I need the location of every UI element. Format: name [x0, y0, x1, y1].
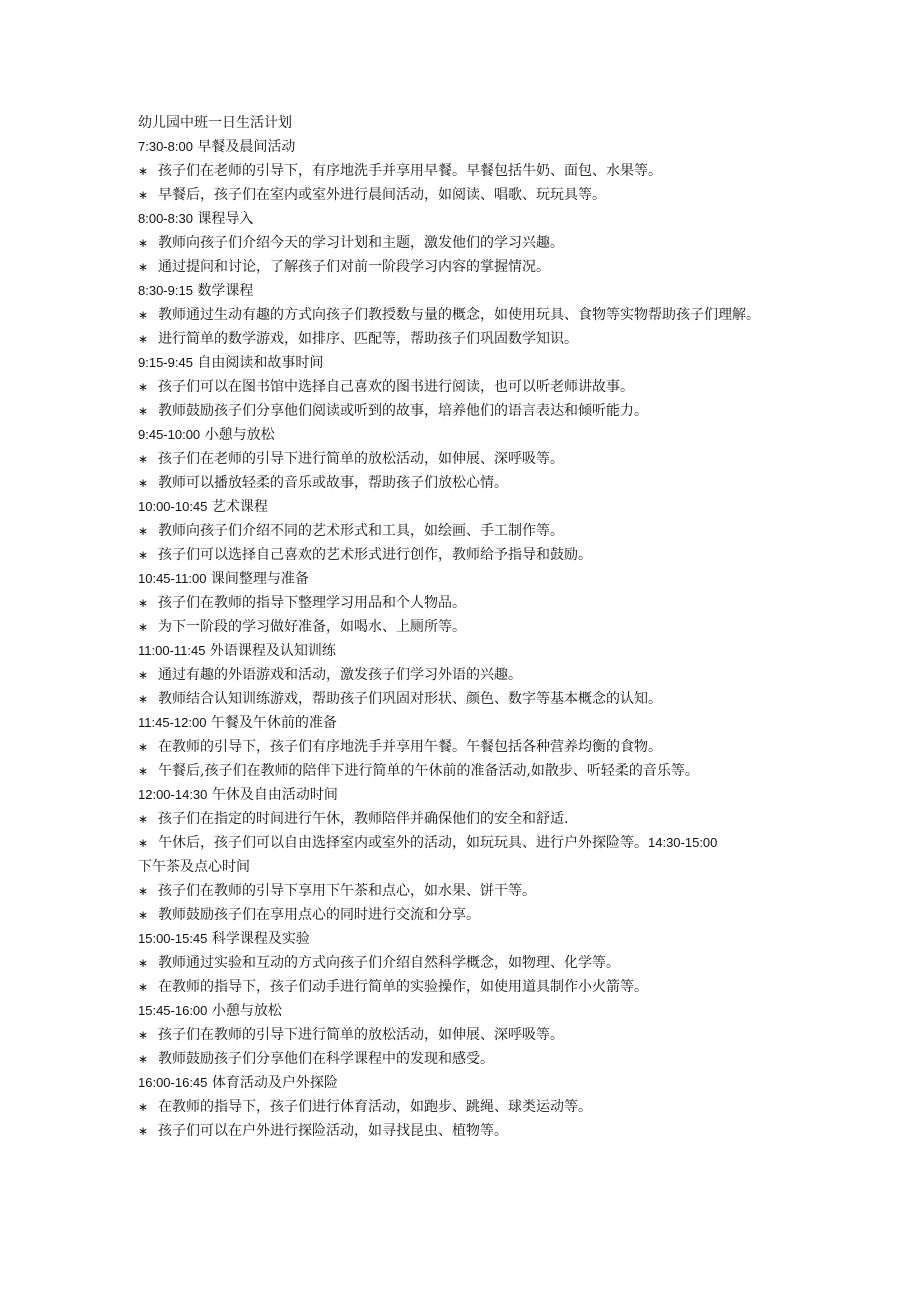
section-time: 11:45-12:00: [138, 715, 207, 730]
list-item-text: 教师结合认知训练游戏，帮助孩子们巩固对形状、颜色、数字等基本概念的认知。: [158, 691, 662, 707]
section-time: 12:00-14:30: [138, 787, 208, 802]
section-name: 小憩与放松: [204, 427, 275, 443]
list-item-text: 通过有趣的外语游戏和活动，激发孩子们学习外语的兴趣。: [158, 667, 522, 683]
bullet-icon: ∗: [138, 668, 149, 682]
list-item-text: 午休后，孩子们可以自由选择室内或室外的活动，如玩玩具、进行户外探险等。: [158, 835, 648, 851]
bullet-icon: ∗: [138, 164, 149, 178]
section-heading: [138, 279, 820, 303]
list-item: [138, 1047, 820, 1071]
schedule-section: [138, 207, 820, 279]
list-item: [138, 591, 820, 615]
list-item: [138, 1023, 820, 1047]
list-item: [138, 1095, 820, 1119]
list-item: [138, 903, 820, 927]
section-name: 课间整理与准备: [210, 571, 309, 587]
bullet-icon: ∗: [138, 1052, 149, 1066]
list-item: [138, 375, 820, 399]
schedule-section: [138, 783, 820, 879]
list-item: [138, 159, 820, 183]
bullet-icon: ∗: [138, 620, 149, 634]
section-heading: [138, 351, 820, 375]
list-item: [138, 807, 820, 831]
list-item: [138, 399, 820, 423]
list-item: [138, 831, 820, 879]
list-item-text: 进行简单的数学游戏，如排序、匹配等，帮助孩子们巩固数学知识。: [158, 331, 578, 347]
bullet-icon: ∗: [138, 1100, 149, 1114]
section-name: 数学课程: [197, 283, 254, 299]
list-item: [138, 735, 820, 759]
section-time: 7:30-8:00: [138, 139, 193, 154]
list-item-text: 在教师的指导下，孩子们动手进行简单的实验操作，如使用道具制作小火箭等。: [158, 979, 648, 995]
section-heading: [138, 1071, 820, 1095]
list-item-text: 孩子们在教师的指导下整理学习用品和个人物品。: [158, 595, 466, 611]
schedule-section: [138, 1071, 820, 1143]
section-name: 艺术课程: [211, 499, 268, 515]
bullet-icon: ∗: [138, 380, 149, 394]
bullet-icon: ∗: [138, 692, 149, 706]
list-item-text: 孩子们在老师的引导下进行简单的放松活动，如伸展、深呼吸等。: [158, 451, 564, 467]
section-heading: [138, 927, 820, 951]
list-item-text: 教师鼓励孩子们分享他们在科学课程中的发现和感受。: [158, 1051, 494, 1067]
section-heading: [138, 783, 820, 807]
section-name: 午休及自由活动时间: [211, 787, 338, 803]
section-time: 10:00-10:45: [138, 499, 208, 514]
section-name: 课程导入: [197, 211, 254, 227]
list-item: [138, 615, 820, 639]
schedule-section: [138, 927, 820, 999]
schedule-section: [138, 495, 820, 567]
section-name: 早餐及晨间活动: [197, 139, 296, 155]
schedule-section: [138, 279, 820, 351]
bullet-icon: ∗: [138, 836, 149, 850]
list-item: [138, 471, 820, 495]
bullet-icon: ∗: [138, 260, 149, 274]
section-heading: [138, 207, 820, 231]
section-time: 10:45-11:00: [138, 571, 207, 586]
list-item-text: 孩子们可以选择自己喜欢的艺术形式进行创作，教师给予指导和鼓励。: [158, 547, 592, 563]
section-name: 外语课程及认知训练: [209, 643, 336, 659]
section-name: 科学课程及实验: [211, 931, 310, 947]
bullet-icon: ∗: [138, 740, 149, 754]
list-item-text: 教师鼓励孩子们分享他们阅读或听到的故事，培养他们的语言表达和倾听能力。: [158, 403, 648, 419]
list-item-text: 在教师的引导下，孩子们有序地洗手并享用午餐。午餐包括各种营养均衡的食物。: [158, 739, 662, 755]
section-time: 8:30-9:15: [138, 283, 193, 298]
list-item-text: 孩子们可以在图书馆中选择自己喜欢的图书进行阅读，也可以听老师讲故事。: [158, 379, 634, 395]
bullet-icon: ∗: [138, 1028, 149, 1042]
list-item: [138, 327, 820, 351]
section-time: 9:15-9:45: [138, 355, 193, 370]
list-item-text: 孩子们在教师的引导下进行简单的放松活动，如伸展、深呼吸等。: [158, 1027, 564, 1043]
schedule-section: [138, 351, 820, 423]
bullet-icon: ∗: [138, 332, 149, 346]
bullet-icon: ∗: [138, 908, 149, 922]
list-item-text: 为下一阶段的学习做好准备，如喝水、上厕所等。: [158, 619, 466, 635]
schedule-section: [138, 567, 820, 639]
list-item: [138, 975, 820, 999]
section-name: 自由阅读和故事时间: [197, 355, 324, 371]
list-item: [138, 183, 820, 207]
bullet-icon: ∗: [138, 188, 149, 202]
section-heading: [138, 135, 820, 159]
list-item-text: 教师鼓励孩子们在享用点心的同时进行交流和分享。: [158, 907, 480, 923]
list-item-text: 早餐后，孩子们在室内或室外进行晨间活动，如阅读、唱歌、玩玩具等。: [158, 187, 606, 203]
section-name: 小憩与放松: [211, 1003, 282, 1019]
section-time: 15:45-16:00: [138, 1003, 208, 1018]
section-time: 8:00-8:30: [138, 211, 193, 226]
section-name: 午餐及午休前的准备: [210, 715, 337, 731]
bullet-icon: ∗: [138, 236, 149, 250]
bullet-icon: ∗: [138, 980, 149, 994]
schedule-section: [138, 999, 820, 1071]
schedule-section: [138, 135, 820, 207]
list-item-text: 孩子们在指定的时间进行午休，教师陪伴并确保他们的安全和舒适.: [158, 811, 569, 827]
list-item: [138, 951, 820, 975]
section-time: 15:00-15:45: [138, 931, 208, 946]
bullet-icon: ∗: [138, 476, 149, 490]
section-time: 16:00-16:45: [138, 1075, 208, 1090]
list-item-text: 教师通过生动有趣的方式向孩子们教授数与量的概念，如使用玩具、食物等实物帮助孩子们理解。: [158, 307, 760, 323]
list-item: [138, 663, 820, 687]
list-item-text: 在教师的指导下，孩子们进行体育活动，如跑步、跳绳、球类运动等。: [158, 1099, 592, 1115]
bullet-icon: ∗: [138, 452, 149, 466]
schedule-section: [138, 711, 820, 783]
section-name: 体育活动及户外探险: [211, 1075, 338, 1091]
schedule-section: [138, 879, 820, 927]
list-item-text: 通过提问和讨论，了解孩子们对前一阶段学习内容的掌握情况。: [158, 259, 550, 275]
bullet-icon: ∗: [138, 404, 149, 418]
section-heading: [138, 423, 820, 447]
section-heading: [138, 567, 820, 591]
bullet-icon: ∗: [138, 956, 149, 970]
list-item: [138, 519, 820, 543]
schedule-section: [138, 639, 820, 711]
list-item: [138, 255, 820, 279]
list-item-text: 教师向孩子们介绍今天的学习计划和主题，激发他们的学习兴趣。: [158, 235, 564, 251]
bullet-icon: ∗: [138, 1124, 149, 1138]
list-item-text: 教师可以播放轻柔的音乐或故事，帮助孩子们放松心情。: [158, 475, 508, 491]
list-item-text: 教师向孩子们介绍不同的艺术形式和工具，如绘画、手工制作等。: [158, 523, 564, 539]
list-item: [138, 687, 820, 711]
schedule-section: [138, 423, 820, 495]
bullet-icon: ∗: [138, 524, 149, 538]
list-item: [138, 303, 820, 327]
bullet-icon: ∗: [138, 308, 149, 322]
document-title: 幼儿园中班一日生活计划: [138, 115, 292, 131]
list-item: [138, 543, 820, 567]
list-item-text: 午餐后,孩子们在教师的陪伴下进行简单的午休前的准备活动,如散步、听轻柔的音乐等。: [158, 763, 699, 779]
bullet-icon: ∗: [138, 548, 149, 562]
section-time: 9:45-10:00: [138, 427, 201, 442]
bullet-icon: ∗: [138, 596, 149, 610]
bullet-icon: ∗: [138, 764, 149, 778]
bullet-icon: ∗: [138, 884, 149, 898]
section-heading: [138, 495, 820, 519]
list-item-text: 孩子们在老师的引导下，有序地洗手并享用早餐。早餐包括牛奶、面包、水果等。: [158, 163, 662, 179]
section-heading: [138, 711, 820, 735]
section-heading: [138, 999, 820, 1023]
section-time: 14:30-15:00: [648, 835, 718, 850]
section-time: 11:00-11:45: [138, 643, 206, 658]
list-item: [138, 879, 820, 903]
list-item-text: 孩子们可以在户外进行探险活动，如寻找昆虫、植物等。: [158, 1123, 508, 1139]
section-heading: [138, 639, 820, 663]
list-item: [138, 231, 820, 255]
list-item-text: 孩子们在教师的引导下享用下午茶和点心，如水果、饼干等。: [158, 883, 536, 899]
list-item: [138, 447, 820, 471]
list-item-text: 教师通过实验和互动的方式向孩子们介绍自然科学概念，如物理、化学等。: [158, 955, 620, 971]
list-item: [138, 759, 820, 783]
section-name: 下午茶及点心时间: [138, 859, 250, 875]
bullet-icon: ∗: [138, 812, 149, 826]
list-item: [138, 1119, 820, 1143]
